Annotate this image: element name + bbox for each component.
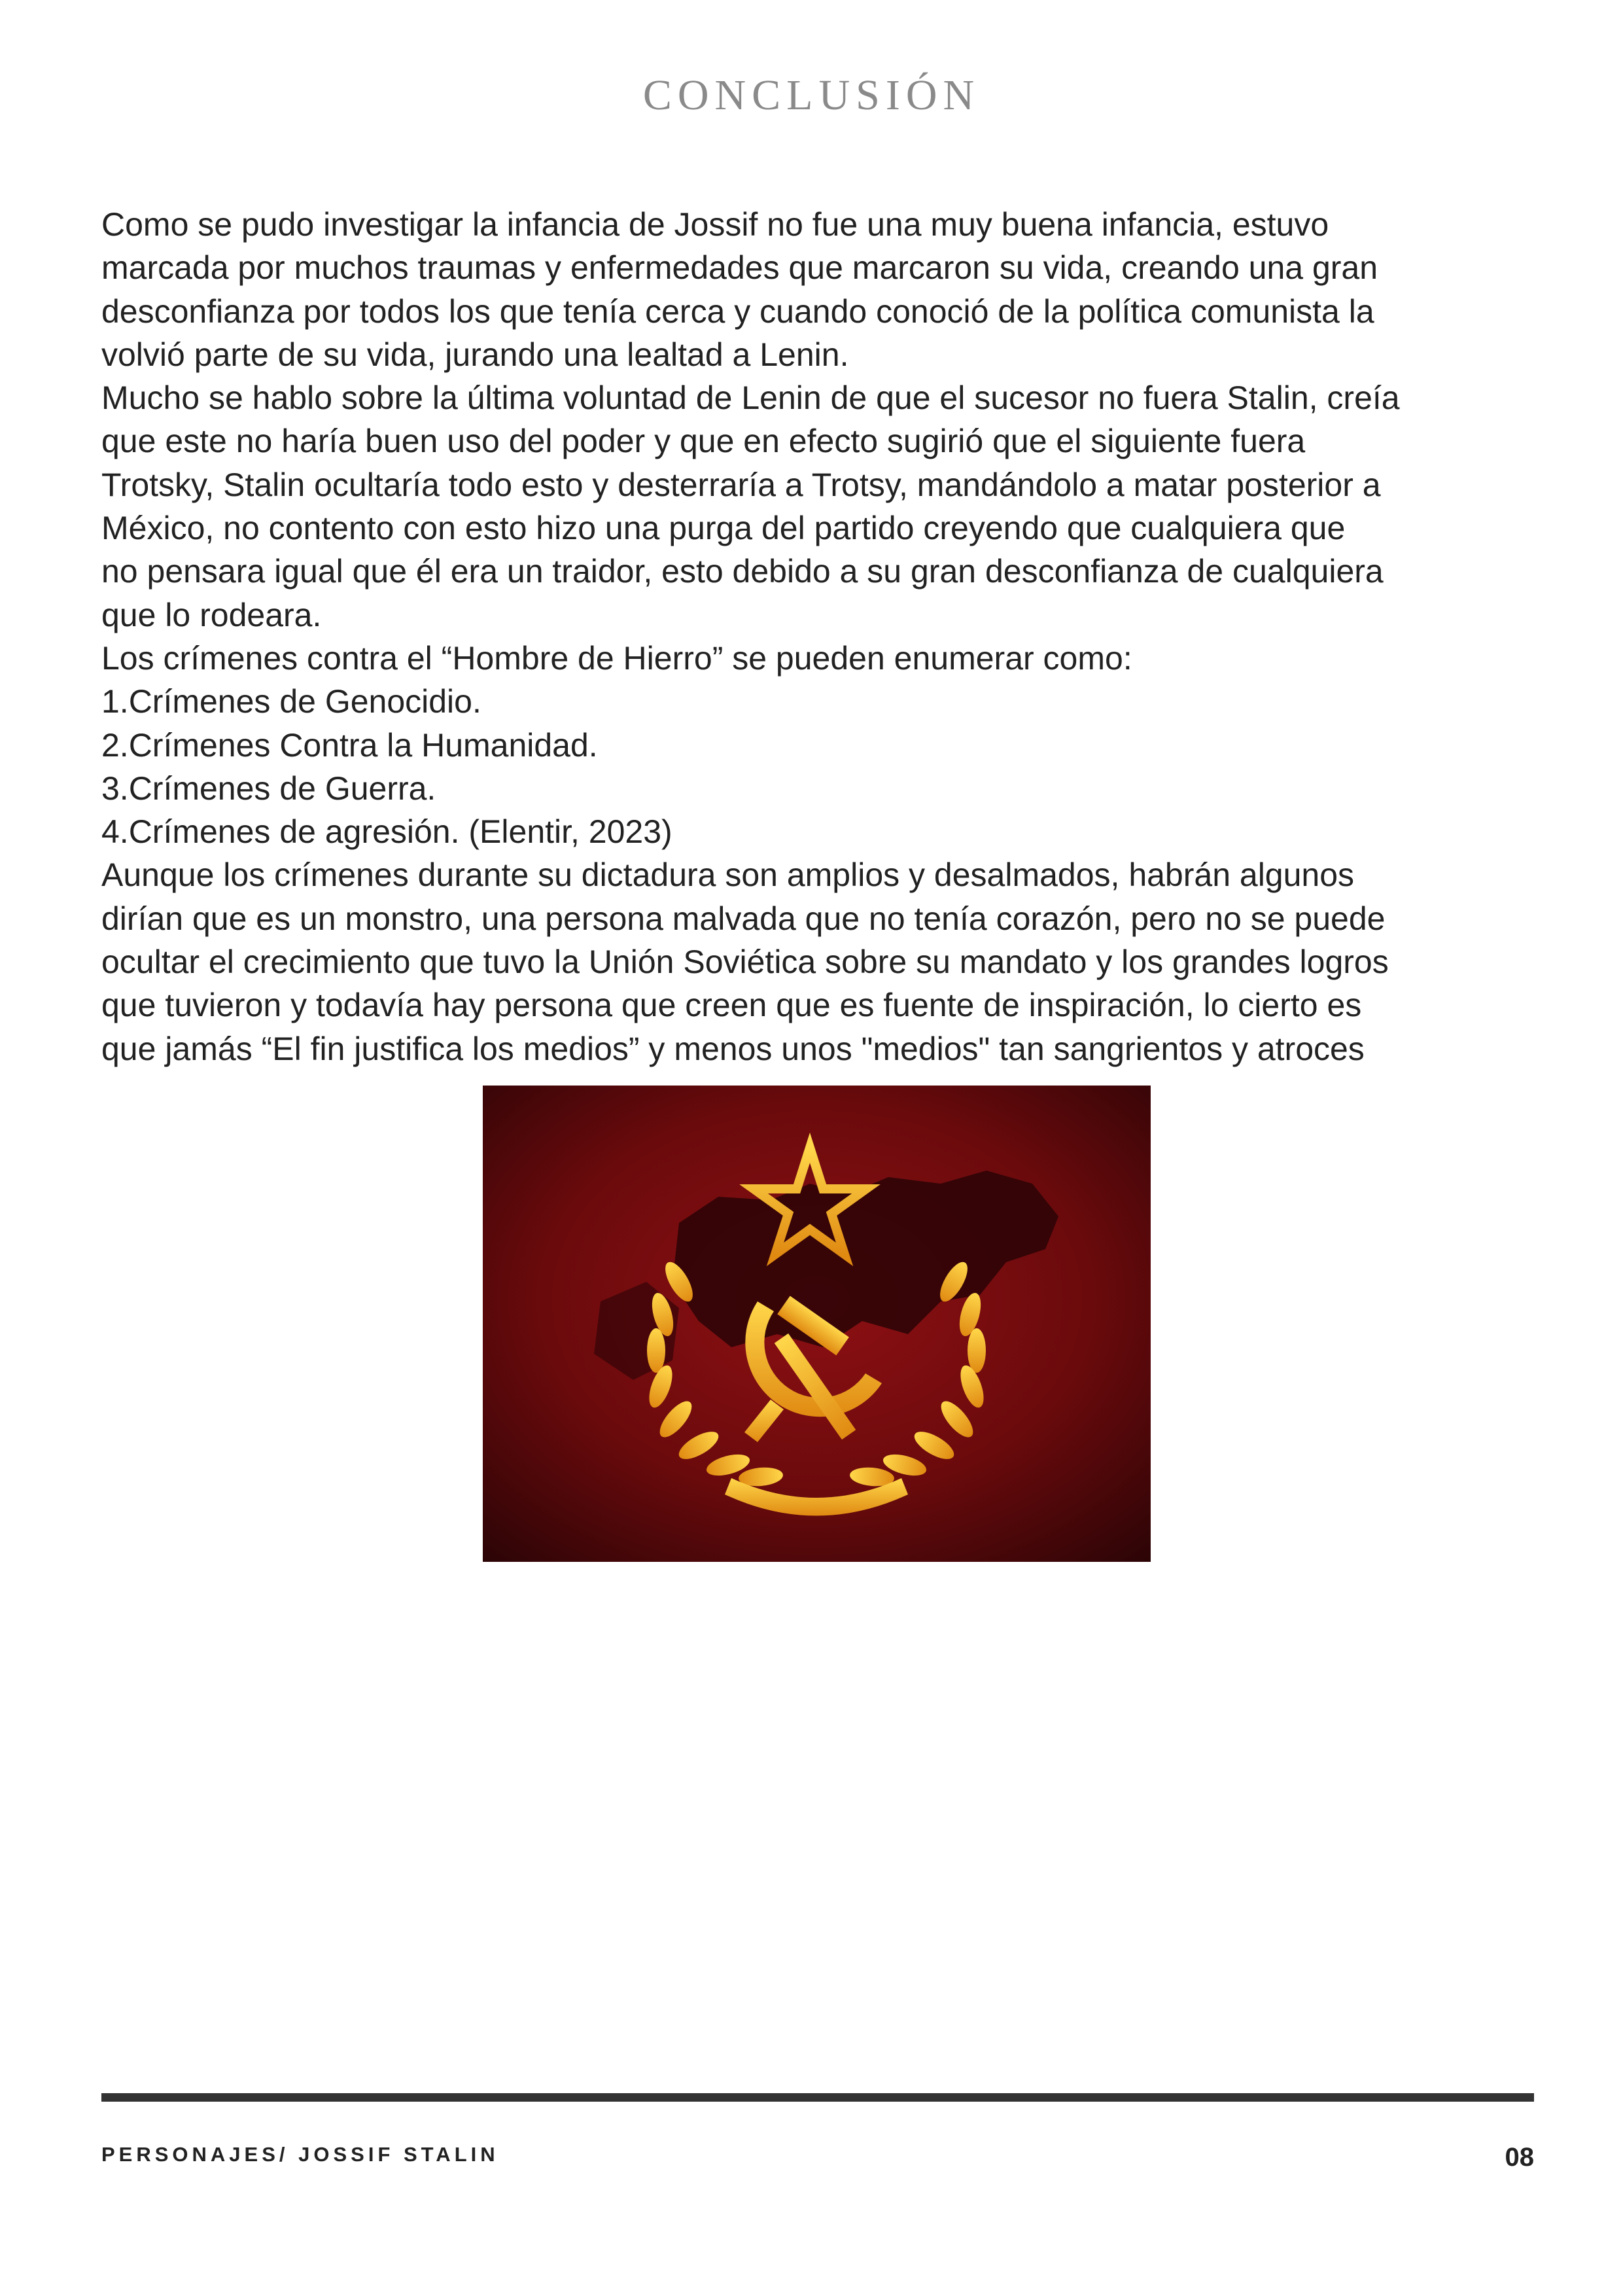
text-line: Mucho se hablo sobre la última voluntad de Lenin de que el sucesor no fuera Stalin, creía — [101, 380, 1400, 417]
text-line: Como se pudo investigar la infancia de Jossif no fue una muy buena infancia, estuvo — [101, 206, 1329, 243]
soviet-emblem-icon — [483, 1086, 1151, 1562]
text-line: volvió parte de su vida, jurando una lealtad a Lenin. — [101, 336, 849, 373]
conclusion-body — [101, 203, 1462, 1070]
text-line: México, no contento con esto hizo una purga del partido creyendo que cualquiera que — [101, 510, 1346, 547]
footer-divider — [101, 2093, 1534, 2102]
text-line: no pensara igual que él era un traidor, esto debido a su gran desconfianza de cualquiera — [101, 553, 1384, 590]
page-number: 08 — [1505, 2143, 1534, 2172]
text-line: Trotsky, Stalin ocultaría todo esto y desterraría a Trotsy, mandándolo a matar posterior a — [101, 466, 1381, 503]
text-line: que este no haría buen uso del poder y que en efecto sugirió que el siguiente fuera — [101, 423, 1306, 460]
text-line: ocultar el crecimiento que tuvo la Unión Soviética sobre su mandato y los grandes logros — [101, 944, 1389, 981]
list-item: 1.Crímenes de Genocidio. — [101, 683, 481, 720]
text-line: marcada por muchos traumas y enfermedades que marcaron su vida, creando una gran — [101, 249, 1378, 287]
text-line: Aunque los crímenes durante su dictadura son amplios y desalmados, habrán algunos — [101, 857, 1355, 894]
list-item: 2.Crímenes Contra la Humanidad. — [101, 726, 598, 764]
page-title: CONCLUSIÓN — [642, 71, 981, 119]
text-line: dirían que es un monstro, una persona malvada que no tenía corazón, pero no se puede — [101, 900, 1386, 937]
list-item: 4.Crímenes de agresión. (Elentir, 2023) — [101, 813, 672, 851]
text-line: Los crímenes contra el “Hombre de Hierro” se pueden enumerar como: — [101, 639, 1132, 677]
text-line: que jamás “El fin justifica los medios” y menos unos "medios" tan sangrientos y atroces — [101, 1030, 1365, 1067]
text-line: que tuvieron y todavía hay persona que creen que es fuente de inspiración, lo cierto es — [101, 987, 1362, 1024]
footer-section-title: PERSONAJES/ JOSSIF STALIN — [101, 2143, 499, 2166]
text-line: que lo rodeara. — [101, 596, 322, 633]
list-item: 3.Crímenes de Guerra. — [101, 769, 436, 807]
text-line: desconfianza por todos los que tenía cerca y cuando conoció de la política comunista la — [101, 292, 1374, 330]
